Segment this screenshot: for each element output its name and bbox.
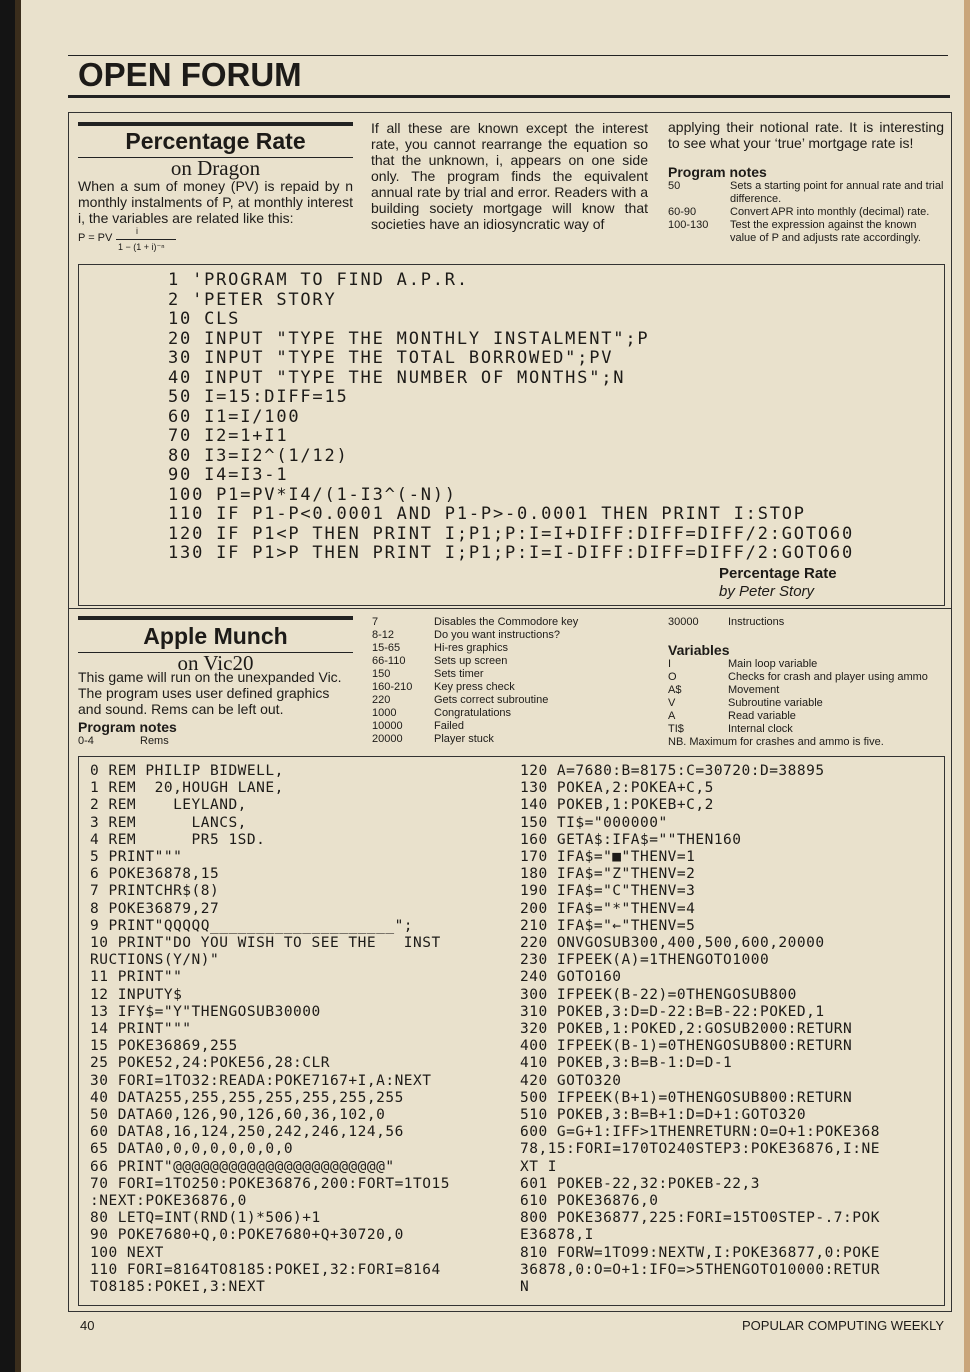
code-line: 2 'PETER STORY — [168, 289, 337, 310]
article-subtitle: on Vic20 — [177, 651, 254, 675]
code-line: TO8185:POKEI,3:NEXT — [90, 1279, 266, 1296]
note-key: 1000 — [372, 707, 397, 719]
note-text: Key press check — [434, 681, 515, 693]
code-line: 50 DATA60,126,90,126,60,36,102,0 — [90, 1107, 386, 1124]
note-key: A — [668, 710, 676, 722]
code-line: 160 GETA$:IFA$=""THEN160 — [520, 831, 742, 848]
note-text: Read variable — [728, 710, 796, 722]
code-line: 65 DATA0,0,0,0,0,0,0,0 — [90, 1141, 294, 1158]
code-line: 60 I1=I/100 — [168, 406, 301, 427]
note-text: Checks for crash and player using ammo — [728, 671, 928, 683]
code-line: 2 REM LEYLAND, — [90, 797, 247, 814]
code-line: 30 INPUT "TYPE THE TOTAL BORROWED";PV — [168, 348, 614, 368]
note-text: Hi-res graphics — [434, 642, 508, 654]
note-row: 0-4 Rems — [78, 735, 169, 747]
code-line: 610 POKE36876,0 — [520, 1193, 659, 1210]
note-row — [372, 668, 662, 681]
note-key: V — [668, 697, 676, 709]
formula-lhs: P = PV — [78, 232, 113, 244]
section-title: OPEN FORUM — [78, 56, 302, 93]
note-row — [372, 681, 662, 694]
code-line: 300 IFPEEK(B-22)=0THENGOSUB800 — [520, 986, 797, 1003]
formula-denominator: 1 − (1 + i)⁻ⁿ — [118, 242, 165, 252]
article-body-col3: applying their notional rate. It is interesting to see what your ‘true’ mortgage rate is! — [668, 119, 944, 151]
code-line: 500 IFPEEK(B+1)=0THENGOSUB800:RETURN — [520, 1089, 853, 1106]
code-line: 120 IF P1<P THEN PRINT I;P1;P:I=I+DIFF:DIFF=DIFF/2:GOTO60 — [168, 523, 854, 544]
code-line: 100 NEXT — [90, 1244, 164, 1261]
code-line: 60 DATA8,16,124,250,242,246,124,56 — [90, 1124, 404, 1141]
article-intro: When a sum of money (PV) is repaid by n monthly instalments of P, at monthly interest i, the variables are related like this: — [78, 178, 353, 226]
note-row — [372, 642, 662, 655]
note-key: 160-210 — [372, 681, 413, 693]
page-number: 40 — [80, 1318, 95, 1333]
credit-title: Percentage Rate — [719, 565, 837, 582]
code-line: RUCTIONS(Y/N)" — [90, 952, 220, 969]
code-line: 800 POKE36877,225:FORI=15TO0STEP-.7:POK — [520, 1210, 880, 1227]
code-line: 400 IFPEEK(B-1)=0THENGOSUB800:RETURN — [520, 1038, 853, 1055]
code-line: :NEXT:POKE36876,0 — [90, 1193, 247, 1210]
note-text: Disables the Commodore key — [434, 616, 579, 628]
code-line: 110 FORI=8164TO8185:POKEI,32:FORI=8164 — [90, 1261, 441, 1278]
program-notes-title: Program notes — [668, 164, 767, 180]
note-text: Failed — [434, 720, 464, 732]
code-line: 5 PRINT""" — [90, 849, 183, 866]
code-line: 510 POKEB,3:B=B+1:D=D+1:GOTO320 — [520, 1107, 807, 1124]
code-line: XT I — [520, 1158, 557, 1175]
note-text: Player stuck — [434, 733, 494, 745]
code-line: 3 REM LANCS, — [90, 814, 247, 831]
code-listing-left — [90, 763, 510, 1296]
note-row — [668, 710, 944, 723]
code-line: 190 IFA$="C"THENV=3 — [520, 883, 696, 900]
code-listing-right — [520, 763, 940, 1296]
code-line: 20 INPUT "TYPE THE MONTHLY INSTALMENT";P — [168, 328, 650, 349]
code-line: 410 POKEB,3:B=B-1:D=D-1 — [520, 1055, 733, 1072]
code-line: 180 IFA$="Z"THENV=2 — [520, 866, 696, 883]
title-rule — [78, 122, 353, 126]
code-listing — [168, 271, 854, 564]
credit-author: by Peter Story — [719, 583, 815, 600]
code-line: 130 IF P1>P THEN PRINT I;P1;P:I=I-DIFF:DIFF=DIFF/2:GOTO60 — [168, 543, 854, 563]
note-text: Main loop variable — [728, 658, 818, 670]
code-line: 210 IFA$="←"THENV=5 — [520, 917, 696, 934]
code-line: 78,15:FORI=170TO240STEP3:POKE36876,I:NE — [520, 1141, 880, 1158]
note-text: Sets timer — [434, 668, 484, 680]
note-key: 7 — [372, 616, 379, 628]
code-line: 100 P1=PV*I4/(1-I3^(-N)) — [168, 484, 457, 505]
note-key: O — [668, 671, 677, 683]
code-line: 80 I3=I2^(1/12) — [168, 445, 349, 466]
note-row — [372, 720, 662, 733]
code-line: 120 A=7680:B=8175:C=30720:D=38895 — [520, 763, 825, 779]
note-row — [372, 733, 662, 746]
code-line: 240 GOTO160 — [520, 969, 622, 986]
code-line: 810 FORW=1TO99:NEXTW,I:POKE36877,0:POKE — [520, 1244, 880, 1261]
program-notes-title: Program notes — [78, 719, 177, 735]
code-line: 601 POKEB-22,32:POKEB-22,3 — [520, 1175, 760, 1192]
note-key: TI$ — [668, 723, 684, 735]
code-line: 70 FORI=1TO250:POKE36876,200:FORT=1TO15 — [90, 1175, 450, 1192]
fraction-bar — [116, 239, 176, 240]
note-row — [372, 694, 662, 707]
program-notes — [668, 180, 944, 245]
note-key: 20000 — [372, 733, 403, 745]
code-line: 80 LETQ=INT(RND(1)*506)+1 — [90, 1210, 321, 1227]
article-title: Apple Munch — [143, 623, 288, 649]
code-line: 1 'PROGRAM TO FIND A.P.R. — [168, 270, 469, 290]
binding-edge — [0, 0, 15, 1372]
program-notes-col2 — [372, 616, 662, 746]
variables-note: NB. Maximum for crashes and ammo is five. — [668, 736, 884, 748]
note-row: 60-90 Convert APR into monthly (decimal) rate. — [668, 206, 930, 218]
note-row — [372, 655, 662, 668]
code-line: 140 POKEB,1:POKEB+C,2 — [520, 797, 714, 814]
code-line: 600 G=G+1:IFF>1THENRETURN:O=O+1:POKE368 — [520, 1124, 880, 1141]
code-line: 6 POKE36878,15 — [90, 866, 220, 883]
publication-name: POPULAR COMPUTING WEEKLY — [742, 1318, 945, 1333]
code-line: 10 PRINT"DO YOU WISH TO SEE THE INST — [90, 935, 441, 952]
note-key: A$ — [668, 684, 682, 696]
page-edge — [964, 0, 970, 1372]
code-line: 13 IFY$="Y"THENGOSUB30000 — [90, 1003, 321, 1020]
code-line: 150 TI$="000000" — [520, 814, 668, 831]
note-key: I — [668, 658, 672, 670]
code-line: 50 I=15:DIFF=15 — [168, 387, 349, 407]
code-line: E36878,I — [520, 1227, 594, 1244]
note-text: Internal clock — [728, 723, 793, 735]
code-line: 420 GOTO320 — [520, 1072, 622, 1089]
note-row: 50 Sets a starting point for annual rate and trial difference. — [668, 180, 944, 205]
header-rule — [68, 95, 950, 98]
code-line: 8 POKE36879,27 — [90, 900, 220, 917]
note-row: 100-130 Test the expression against the known value of P and adjusts rate accordingly. — [668, 219, 921, 244]
note-row — [668, 671, 944, 684]
code-line: 7 PRINTCHR$(8) — [90, 883, 220, 900]
code-line: 9 PRINT"QQQQQ____________________"; — [90, 917, 414, 934]
note-row — [668, 697, 944, 710]
code-line: 70 I2=1+I1 — [168, 426, 289, 446]
variables-title: Variables — [668, 642, 730, 658]
code-line: 110 IF P1-P<0.0001 AND P1-P>-0.0001 THEN PRINT I:STOP — [168, 504, 806, 524]
formula-numerator: i — [136, 226, 138, 236]
note-key: 8-12 — [372, 629, 395, 641]
code-line: 40 DATA255,255,255,255,255,255,255 — [90, 1089, 404, 1106]
code-line: 36878,0:O=O+1:IFO=>5THENGOTO10000:RETUR — [520, 1261, 880, 1278]
article-body-col2: If all these are known except the interest rate, you cannot rearrange the equation so that the unknown, i, appears on one side only. The program finds the equivalent annual rate by trial and error. Readers with a building society mortgage will know that societies have an idiosyncratic way of — [371, 120, 648, 232]
code-line: 15 POKE36869,255 — [90, 1038, 238, 1055]
code-line: 30 FORI=1TO32:READA:POKE7167+I,A:NEXT — [90, 1072, 432, 1089]
binding-shadow — [15, 0, 21, 1372]
note-row — [668, 723, 944, 736]
code-line: 4 REM PR5 1SD. — [90, 831, 266, 848]
code-line: 0 REM PHILIP BIDWELL, — [90, 763, 284, 779]
note-text: Subroutine variable — [728, 697, 823, 709]
title-rule — [78, 616, 353, 620]
code-line: 220 ONVGOSUB300,400,500,600,20000 — [520, 935, 825, 952]
code-line: 1 REM 20,HOUGH LANE, — [90, 780, 284, 797]
note-key: 66-110 — [372, 655, 406, 667]
note-key: 220 — [372, 694, 391, 706]
code-line: 90 I4=I3-1 — [168, 465, 289, 485]
formula — [78, 228, 278, 260]
variables-list — [668, 658, 944, 736]
note-text: Movement — [728, 684, 780, 696]
note-key: 15-65 — [372, 642, 401, 654]
note-row — [668, 658, 944, 671]
code-line: 200 IFA$="*"THENV=4 — [520, 900, 696, 917]
note-row — [372, 707, 662, 720]
note-row — [372, 616, 662, 629]
article-subtitle: on Dragon — [170, 156, 261, 180]
note-row — [668, 684, 944, 697]
code-line: 10 CLS — [168, 309, 241, 329]
code-line: 66 PRINT"@@@@@@@@@@@@@@@@@@@@@@@" — [90, 1158, 395, 1175]
code-line: 12 INPUTY$ — [90, 986, 183, 1003]
note-text: Sets up screen — [434, 655, 508, 667]
code-line: 310 POKEB,3:D=D-22:B=B-22:POKED,1 — [520, 1003, 825, 1020]
article-intro: This game will run on the unexpanded Vic. The program uses user defined graphics and sound. Rems can be left out. — [78, 669, 342, 717]
note-key: 10000 — [372, 720, 403, 732]
note-row: 30000 Instructions — [668, 616, 785, 628]
code-line: 25 POKE52,24:POKE56,28:CLR — [90, 1055, 330, 1072]
code-line: 90 POKE7680+Q,0:POKE7680+Q+30720,0 — [90, 1227, 404, 1244]
code-line: 320 POKEB,1:POKED,2:GOSUB2000:RETURN — [520, 1021, 853, 1038]
code-line: 230 IFPEEK(A)=1THENGOTO1000 — [520, 952, 770, 969]
code-line: 11 PRINT"" — [90, 969, 183, 986]
code-line: 40 INPUT "TYPE THE NUMBER OF MONTHS";N — [168, 367, 626, 388]
code-line: 14 PRINT""" — [90, 1021, 192, 1038]
code-line: 170 IFA$="■"THENV=1 — [520, 849, 696, 866]
article-title: Percentage Rate — [125, 128, 306, 154]
code-line: N — [520, 1279, 530, 1296]
code-line: 130 POKEA,2:POKEA+C,5 — [520, 780, 714, 797]
note-text: Congratulations — [434, 707, 512, 719]
note-text: Do you want instructions? — [434, 629, 560, 641]
note-key: 150 — [372, 668, 391, 680]
note-text: Gets correct subroutine — [434, 694, 549, 706]
note-row — [372, 629, 662, 642]
